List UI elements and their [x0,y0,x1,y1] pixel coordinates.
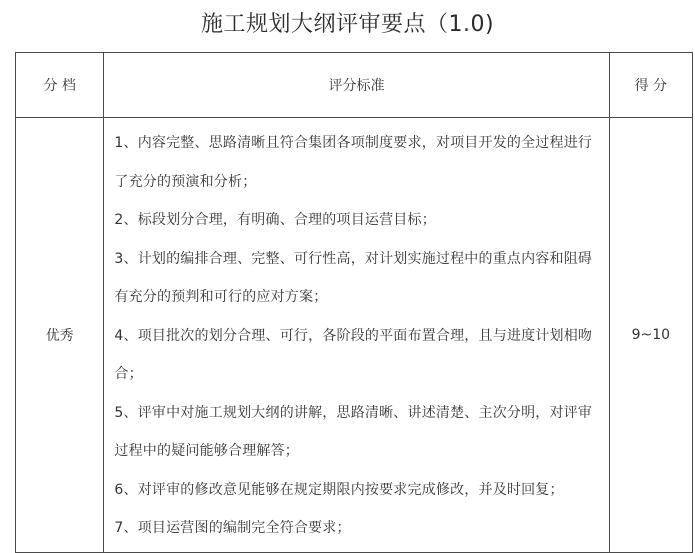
document-title: 施工规划大纲评审要点（1.0) [200,12,495,37]
criteria-item-7: 7、项目运营图的编制完全符合要求； [114,520,351,536]
criteria-item-2: 2、标段划分合理，有明确、合理的项目运营目标； [114,212,436,228]
score-cell: 9~10 [609,118,692,553]
rubric-table [15,52,693,553]
header-score: 得 分 [609,53,692,118]
header-criteria: 评分标准 [104,53,609,118]
criteria-item-4: 4、项目批次的划分合理、可行，各阶段的平面布置合理，且与进度计划相吻合； [114,327,593,382]
header-grade: 分 档 [16,53,104,118]
criteria-list [114,118,598,552]
criteria-item-3: 3、计划的编排合理、完整、可行性高，对计划实施过程中的重点内容和阻碍有充分的预判和可行的应对方案； [114,250,593,305]
table-row [16,118,693,553]
criteria-item-6: 6、对评审的修改意见能够在规定期限内按要求完成修改，并及时回复； [114,481,564,498]
criteria-item-5: 5、评审中对施工规划大纲的讲解，思路清晰、讲述清楚、主次分明，对评审过程中的疑问能够合理解答； [114,404,593,459]
table-header-row [16,53,693,118]
grade-cell: 优秀 [16,118,104,553]
criteria-item-1: 1、内容完整、思路清晰且符合集团各项制度要求，对项目开发的全过程进行了充分的预演和分析； [114,135,593,190]
criteria-cell [104,118,609,553]
